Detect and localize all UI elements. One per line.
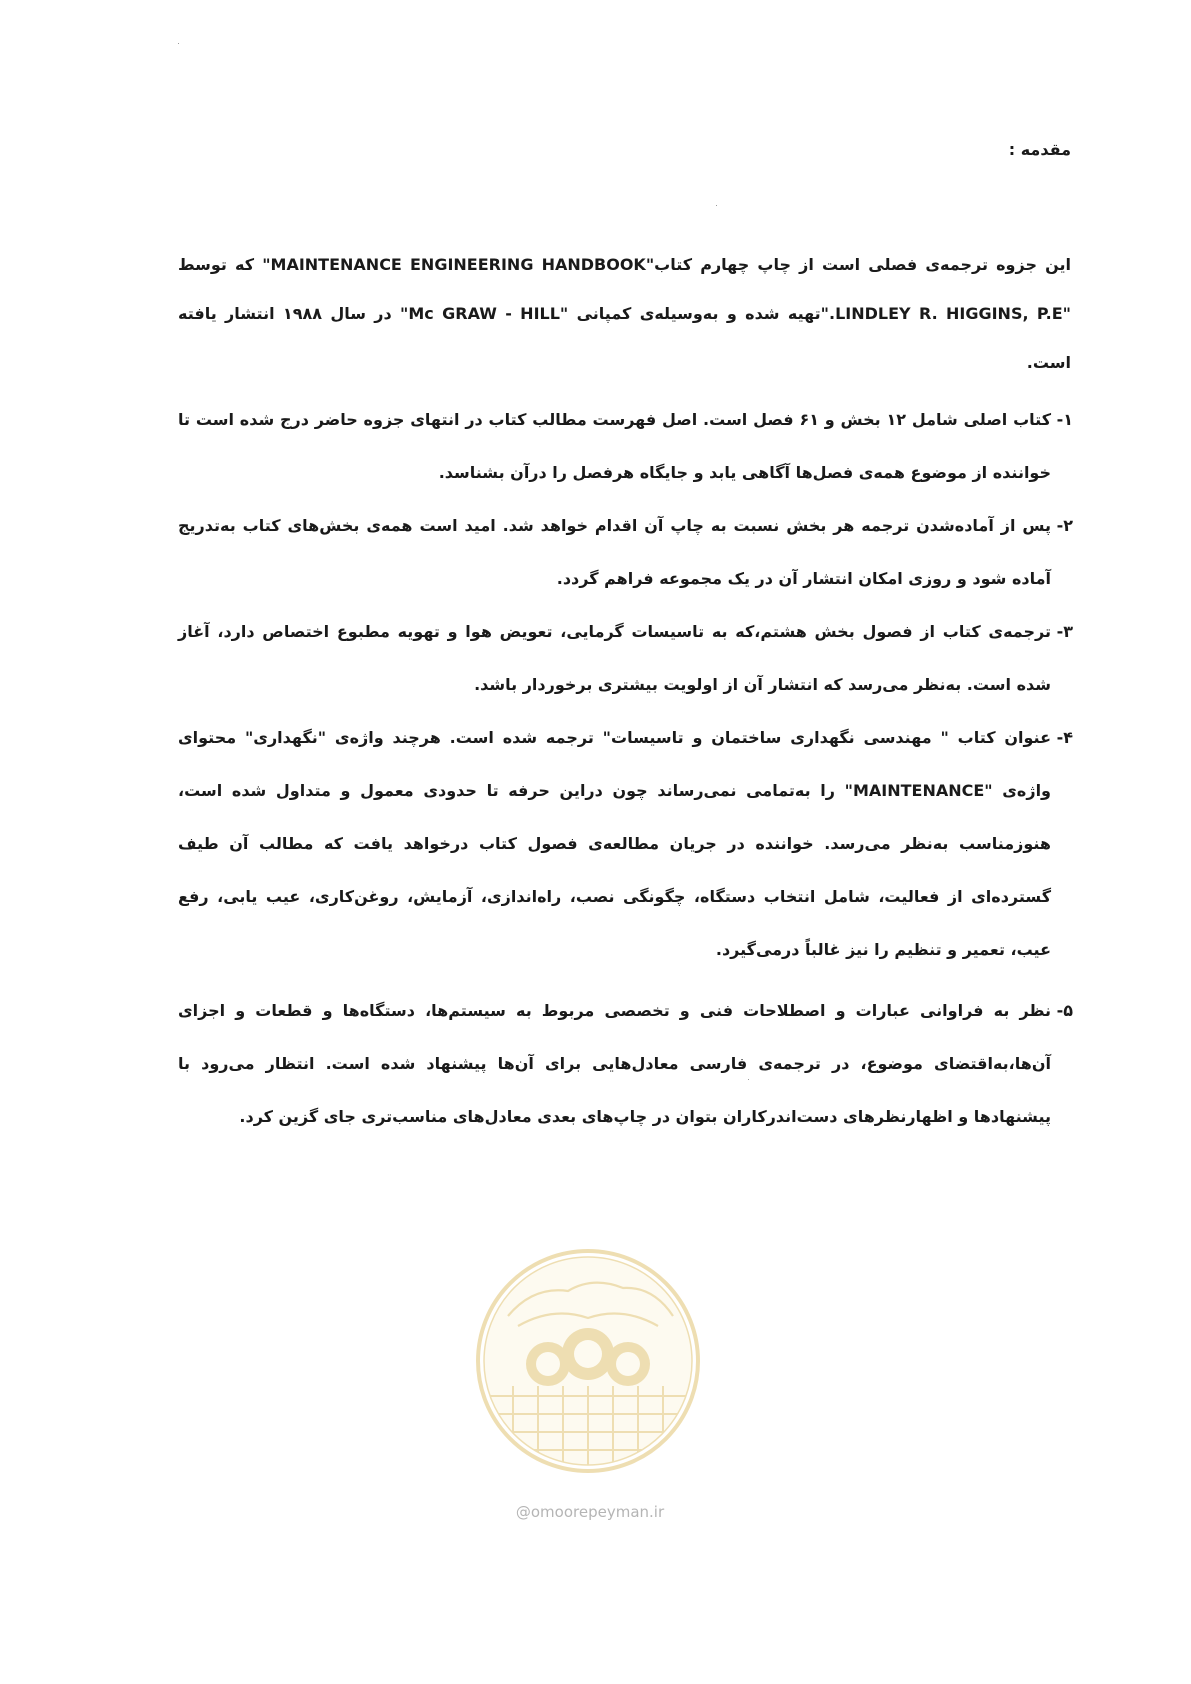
item-number: ۵- (1056, 1001, 1073, 1020)
list-item (178, 393, 1073, 499)
item-number: ۱- (1056, 410, 1073, 429)
section-heading: مقدمه : (1008, 140, 1071, 159)
numbered-list (178, 393, 1073, 1143)
list-item (178, 605, 1073, 711)
item-text: پس از آماده‌شدن ترجمه هر بخش نسبت به چاپ آن اقدام خواهد شد. امید است همه‌ی بخش‌های کتاب به‌تدریج آماده شود و روزی امکان انتشار آن در یک مجموعه فراهم گردد. (178, 516, 1051, 588)
item-text: نظر به فراوانی عبارات و اصطلاحات فنی و تخصصی مربوط به سیستم‌ها، دستگاه‌ها و قطعات و اجزای آن‌ها،به‌اقتضای موضوع، در ترجمه‌ی فارسی معادل‌هایی برای آن‌ها پیشنهاد شده است. انتظار می‌رود با پیشنهادها و اظهارنظرهای دست‌اندرکاران بتوان در چاپ‌های بعدی معادل‌های مناسب‌تری جای گزین کرد. (178, 1001, 1051, 1126)
scan-speck (178, 43, 179, 44)
list-item (178, 984, 1073, 1143)
list-item (178, 711, 1073, 976)
watermark-url (480, 1503, 700, 1521)
scan-speck (716, 205, 717, 206)
item-number: ۳- (1056, 622, 1073, 641)
item-number: ۲- (1056, 516, 1073, 535)
watermark-url-text: @omoorepeyman.ir (515, 1503, 665, 1521)
watermark-seal-logo (473, 1246, 703, 1476)
item-text: کتاب اصلی شامل ۱۲ بخش و ۶۱ فصل است. اصل فهرست مطالب کتاب در انتهای جزوه حاضر درج شده است تا خواننده از موضوع همه‌ی فصل‌ها آگاهی یابد و جایگاه هرفصل را درآن بشناسد. (178, 410, 1051, 482)
list-item (178, 499, 1073, 605)
item-text: عنوان کتاب " مهندسی نگهداری ساختمان و تاسیسات" ترجمه شده است. هرچند واژه‌ی "نگهداری" محتوای واژه‌ی "MAINTENANCE" را به‌تمامی نمی‌رساند چون دراین حرفه تا حدودی معمول و متداول شده است، هنوزمناسب به‌نظر می‌رسد. خواننده در جریان مطالعه‌ی فصول کتاب درخواهد یافت که مطالب آن طیف گسترده‌ای از فعالیت، شامل انتخاب دستگاه، چگونگی نصب، راه‌اندازی، آزمایش، روغن‌کاری، عیب یابی، رفع عیب، تعمیر و تنظیم را نیز غالباً درمی‌گیرد. (178, 728, 1052, 959)
item-text: ترجمه‌ی کتاب از فصول بخش هشتم،که به تاسیسات گرمایی، تعویض هوا و تهویه مطبوع اختصاص دارد، آغاز شده است. به‌نظر می‌رسد که انتشار آن از اولویت بیشتری برخوردار باشد. (178, 622, 1051, 694)
item-number: ۴- (1056, 728, 1073, 747)
intro-paragraph: این جزوه ترجمه‌ی فصلی است از چاپ چهارم کتاب"MAINTENANCE ENGINEERING HANDBOOK" که توسط "LINDLEY R. HIGGINS, P.E."تهیه شده و به‌وسیله‌ی کمپانی "Mc GRAW - HILL" در سال ۱۹۸۸ انتشار یافته است. (178, 255, 1072, 372)
